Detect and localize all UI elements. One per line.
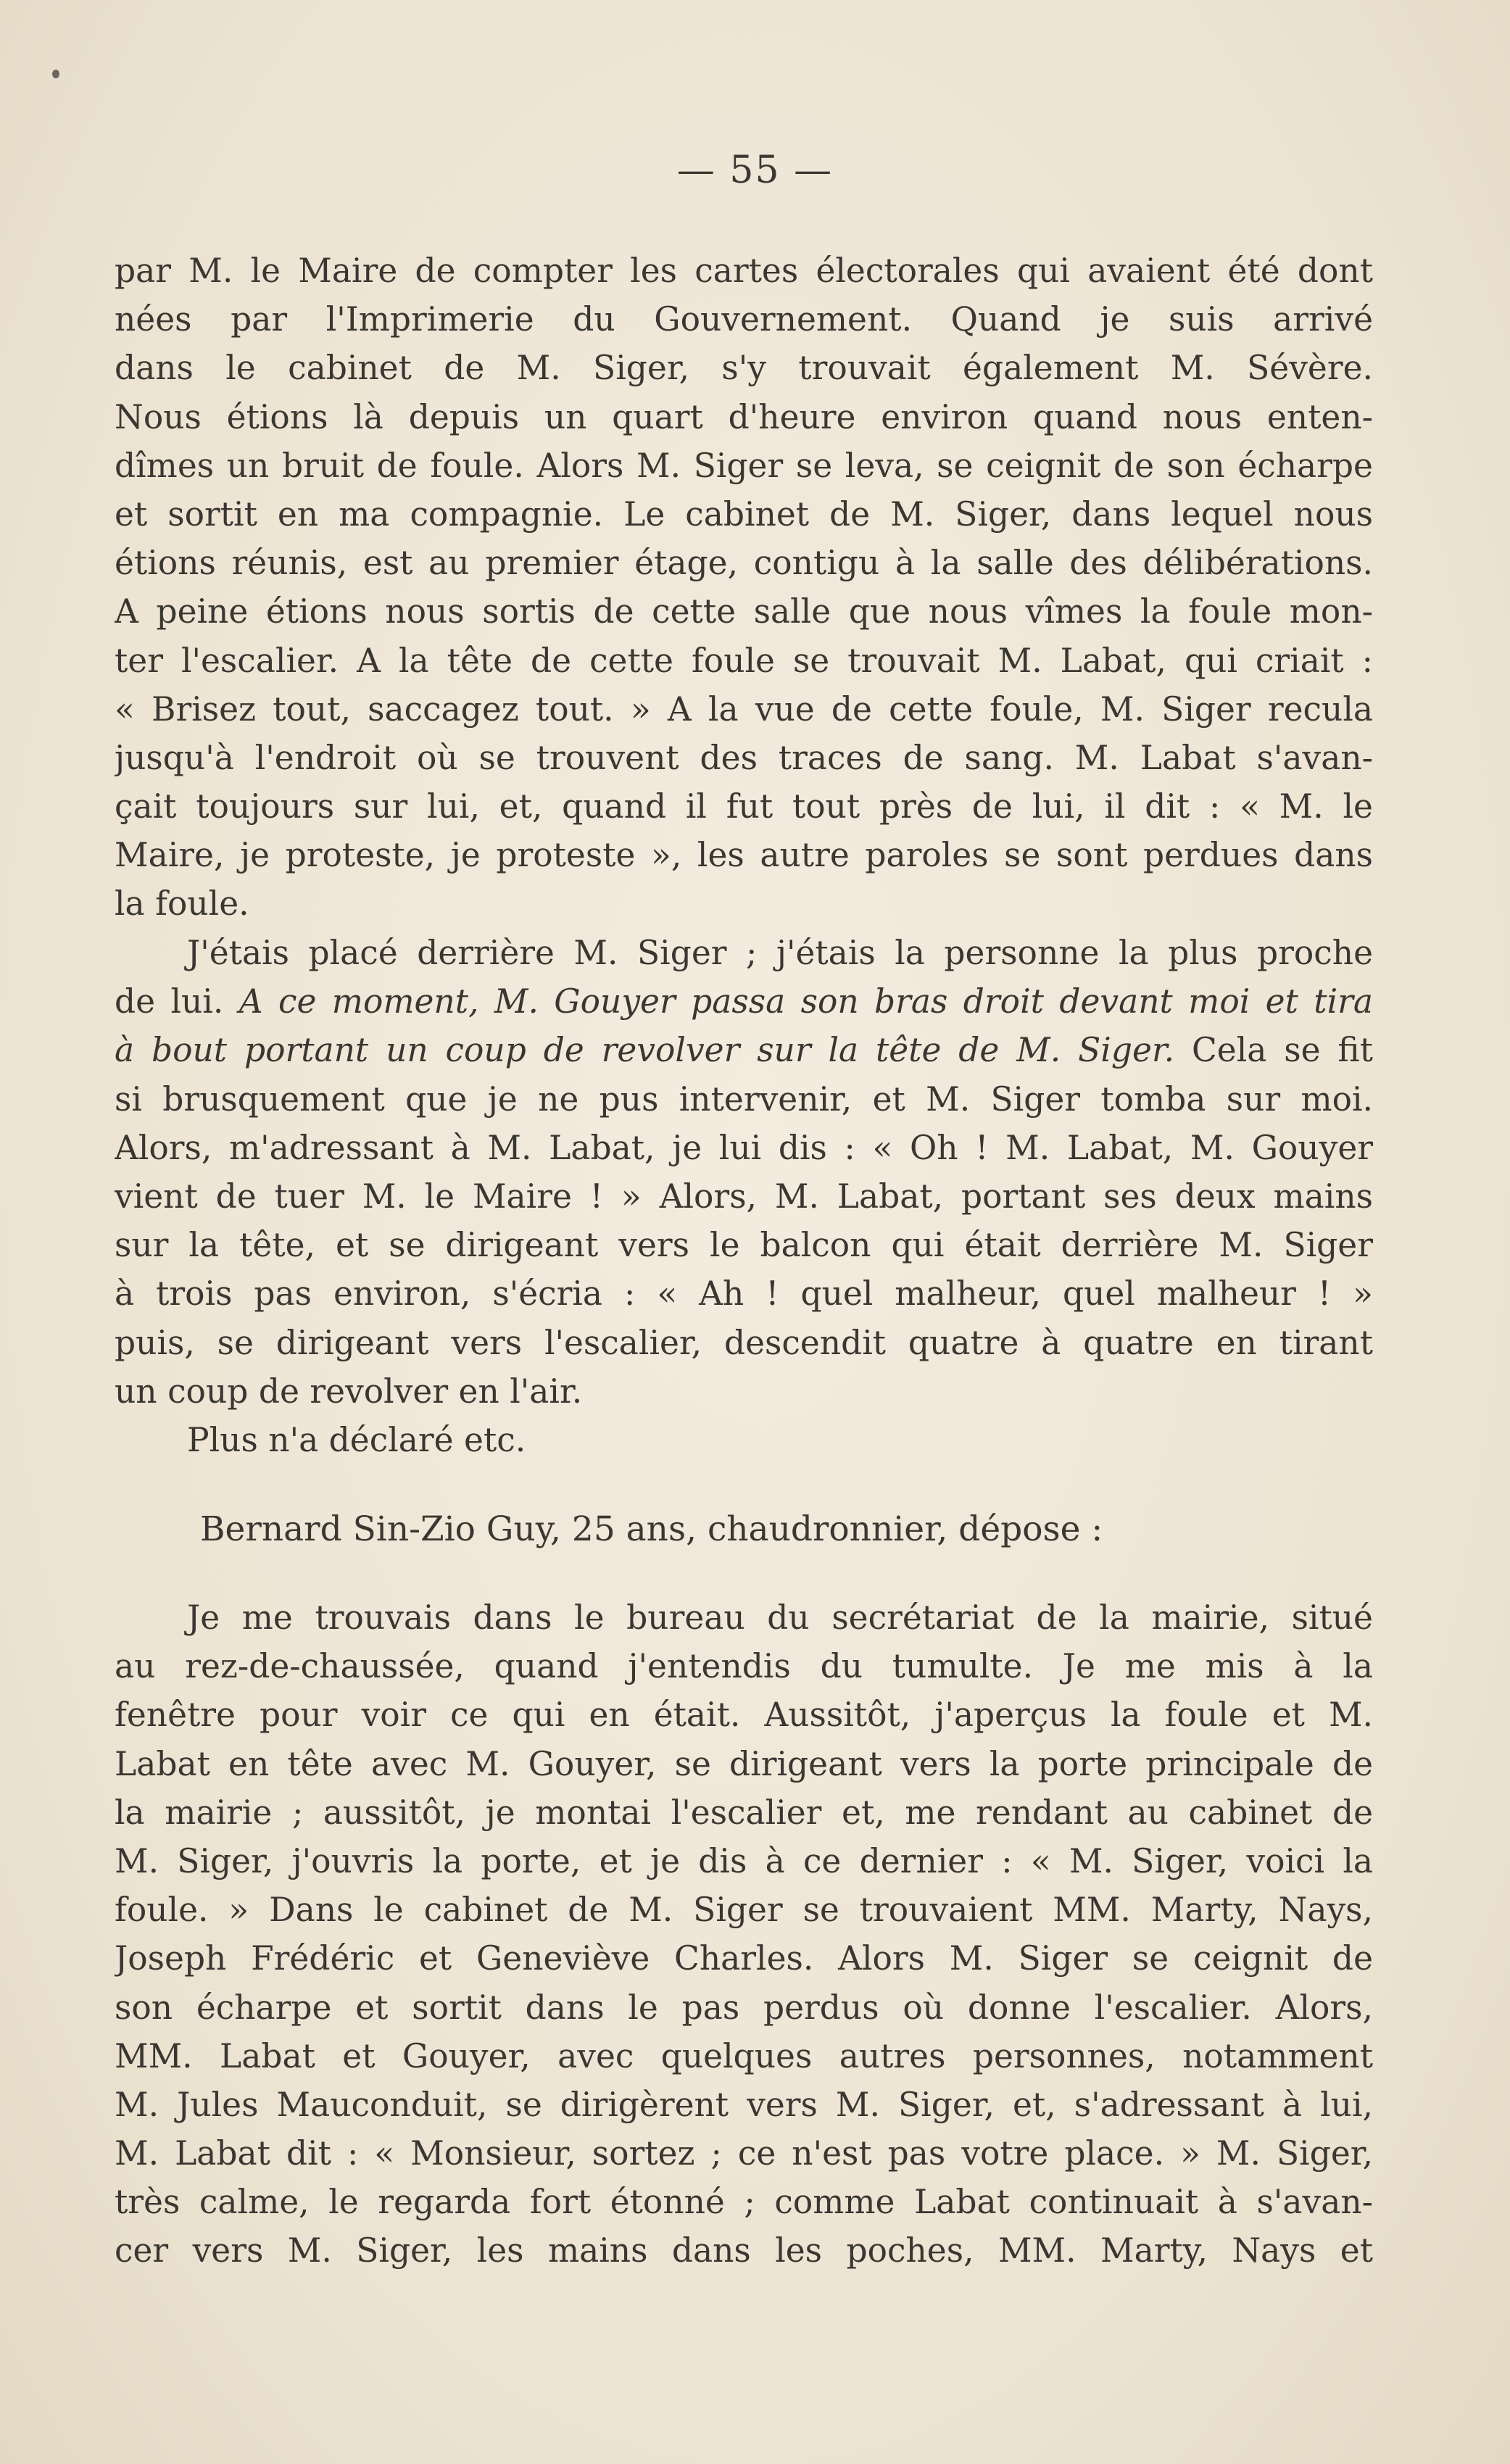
ink-speck [52, 70, 59, 78]
text-line: son écharpe et sortit dans le pas perdus où donne l'escalier. Alors, [115, 1988, 1373, 2027]
text-line: puis, se dirigeant vers l'escalier, descendit quatre à quatre en tirant [115, 1323, 1373, 1362]
text-line: Alors, m'adressant à M. Labat, je lui dis : « Oh ! M. Labat, M. Gouyer [115, 1128, 1373, 1167]
text-line: A peine étions nous sortis de cette salle que nous vîmes la foule mon- [115, 592, 1373, 631]
text-line: foule. » Dans le cabinet de M. Siger se trouvaient MM. Marty, Nays, [115, 1891, 1373, 1930]
italic-span: A ce moment, M. Gouyer passa son bras droit devant moi et tira [238, 982, 1373, 1021]
text-span: Cela se fit [1174, 1031, 1373, 1070]
text-line: Je me trouvais dans le bureau du secrétariat de la mairie, situé [187, 1598, 1373, 1637]
paragraph-testimony-2 [115, 929, 1373, 1416]
text-line: un coup de revolver en l'air. [115, 1372, 583, 1411]
text-line: M. Siger, j'ouvris la porte, et je dis à ce dernier : « M. Siger, voici la [115, 1841, 1373, 1880]
text-line: J'étais placé derrière M. Siger ; j'étais la personne la plus proche [187, 934, 1373, 972]
text-line: étions réunis, est au premier étage, contigu à la salle des délibérations. [115, 544, 1373, 583]
text-line [115, 977, 1373, 1026]
paragraph-testimony-1 [115, 246, 1373, 929]
text-line: çait toujours sur lui, et, quand il fut tout près de lui, il dit : « M. le [115, 787, 1373, 826]
text-line: ter l'escalier. A la tête de cette foule se trouvait M. Labat, qui criait : [115, 641, 1373, 680]
text-line: Joseph Frédéric et Geneviève Charles. Alors M. Siger se ceignit de [115, 1939, 1373, 1978]
italic-span: à bout portant un coup de revolver sur la tête de M. Siger. [115, 1031, 1175, 1070]
text-line: dîmes un bruit de foule. Alors M. Siger se leva, se ceignit de son écharpe [115, 446, 1373, 485]
text-line: Plus n'a déclaré etc. [187, 1421, 526, 1459]
text-line: si brusquement que je ne pus intervenir, et M. Siger tomba sur moi. [115, 1079, 1373, 1119]
page-number: — 55 — [676, 149, 834, 192]
text-line: sur la tête, et se dirigeant vers le balcon qui était derrière M. Siger [115, 1226, 1373, 1265]
text-line: dans le cabinet de M. Siger, s'y trouvait également M. Sévère. [115, 349, 1373, 388]
text-line: au rez-de-chaussée, quand j'entendis du tumulte. Je me mis à la [115, 1647, 1373, 1686]
text-line: nées par l'Imprimerie du Gouvernement. Quand je suis arrivé [115, 300, 1373, 339]
text-line: MM. Labat et Gouyer, avec quelques autres personnes, notamment [115, 2036, 1373, 2075]
text-line: Maire, je proteste, je proteste », les autre paroles se sont perdues dans [115, 836, 1373, 875]
deposition-heading: Bernard Sin-Zio Guy, 25 ans, chaudronnier, dépose : [200, 1509, 1103, 1549]
paragraph-testimony-3 [115, 1593, 1373, 2276]
text-line: cer vers M. Siger, les mains dans les poches, MM. Marty, Nays et [115, 2231, 1373, 2270]
text-line: M. Jules Mauconduit, se dirigèrent vers M. Siger, et, s'adressant à lui, [115, 2085, 1373, 2124]
text-line: jusqu'à l'endroit où se trouvent des traces de sang. M. Labat s'avan- [115, 738, 1373, 777]
text-line: fenêtre pour voir ce qui en était. Aussitôt, j'aperçus la foule et M. [115, 1696, 1373, 1735]
text-line: vient de tuer M. le Maire ! » Alors, M. Labat, portant ses deux mains [115, 1177, 1373, 1216]
text-line: par M. le Maire de compter les cartes électorales qui avaient été dont [115, 252, 1373, 290]
text-line: très calme, le regarda fort étonné ; comme Labat continuait à s'avan- [115, 2183, 1373, 2222]
text-line: à trois pas environ, s'écria : « Ah ! quel malheur, quel malheur ! » [115, 1274, 1373, 1314]
text-line: la mairie ; aussitôt, je montai l'escalier et, me rendant au cabinet de [115, 1793, 1373, 1832]
text-line: Labat en tête avec M. Gouyer, se dirigeant vers la porte principale de [115, 1744, 1373, 1783]
text-line [115, 1026, 1373, 1074]
text-line: « Brisez tout, saccagez tout. » A la vue de cette foule, M. Siger recula [115, 689, 1373, 729]
text-line: et sortit en ma compagnie. Le cabinet de M. Siger, dans lequel nous [115, 494, 1373, 534]
paragraph-closing [115, 1416, 1373, 1464]
text-span: de lui. [115, 982, 239, 1021]
text-line: Nous étions là depuis un quart d'heure environ quand nous enten- [115, 397, 1373, 436]
text-line: la foule. [115, 884, 249, 924]
text-line: M. Labat dit : « Monsieur, sortez ; ce n'est pas votre place. » M. Siger, [115, 2134, 1373, 2173]
